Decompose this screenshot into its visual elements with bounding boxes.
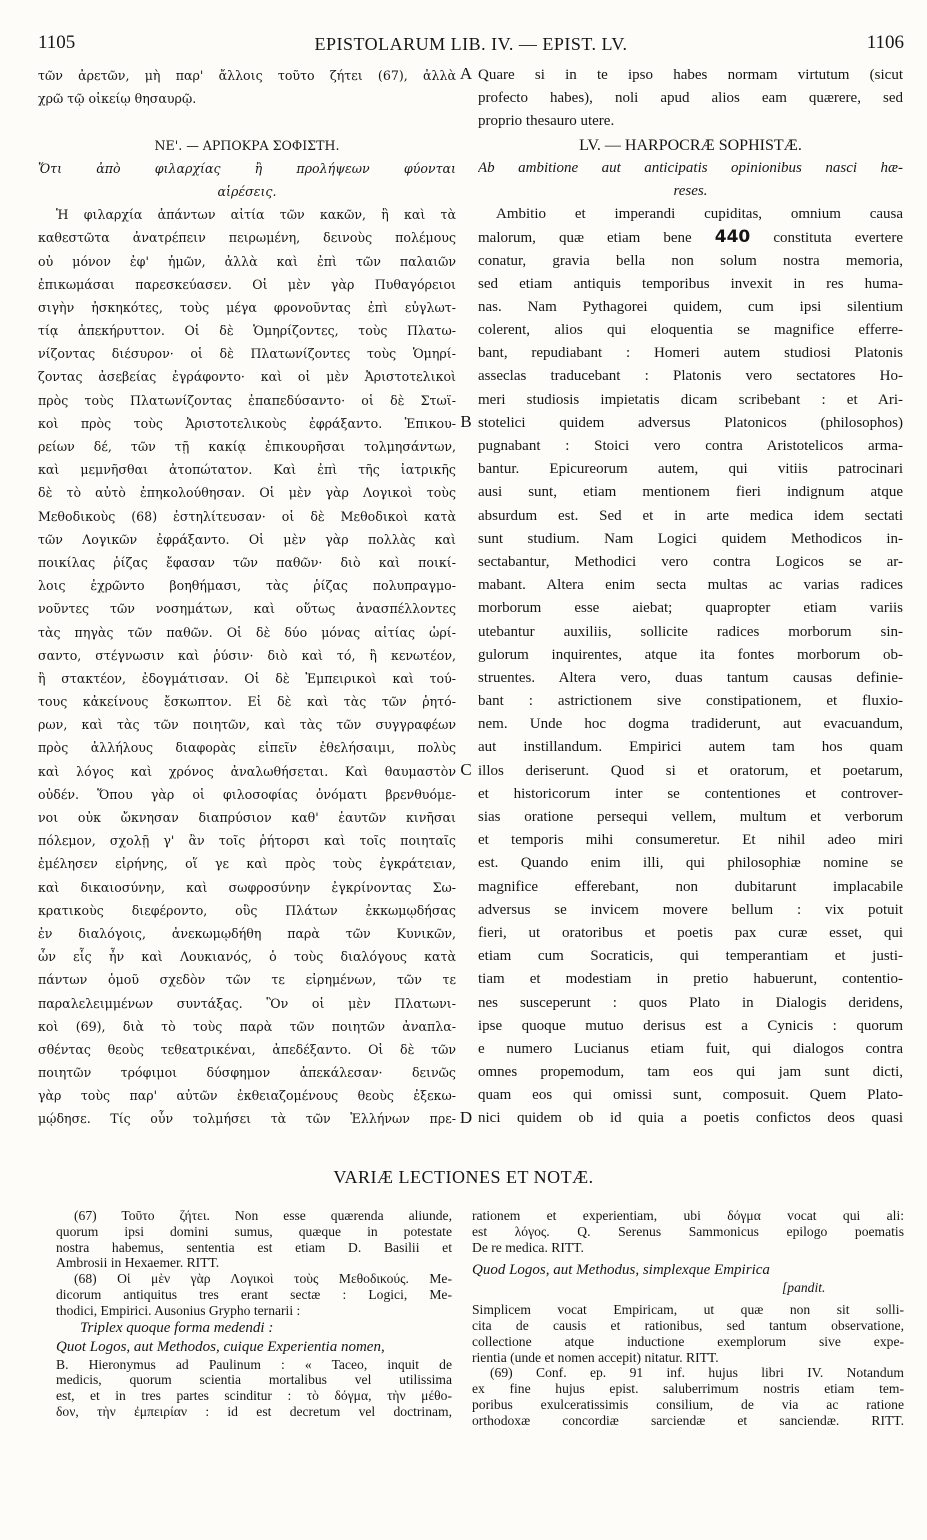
latin-line: ausi sunt, etiam mentionem fieri indignum atque (478, 484, 903, 501)
note-line: B. Hieronymus ad Paulinum : « Taceo, inquit de (56, 1356, 452, 1372)
note-line: Ambrosii in Hexaemer. RITT. (56, 1255, 220, 1271)
note-line: (69) Conf. ep. 91 inf. hujus libri IV. Notandum (490, 1365, 904, 1381)
latin-line: bantur. Epicureorum autem, qui vitiis patrocinari (478, 461, 903, 478)
greek-letter-subtitle: αἱρέσεις. (217, 183, 277, 199)
greek-line: Ἡ φιλαρχία ἁπάντων αἰτία τῶν κακῶν, ἣ καὶ τὰ (56, 207, 456, 223)
note-line: (68) Οἱ μὲν γὰρ Λογικοὶ τοὺς Μεθοδικούς. Me- (74, 1271, 452, 1287)
greek-line: νοι οὐκ ὤκνησαν διαπρύσιον καθ' ἑαυτῶν κινῆσαι (38, 810, 456, 825)
latin-line: adversus se invicem movere bellum : vix potuit (478, 901, 903, 918)
note-line: est, et in tres partes scinditur : τὸ δόγμα, τὴν μέθο- (56, 1388, 452, 1404)
margin-marker-b: B (460, 412, 472, 431)
greek-line: καὶ λόγος καὶ χρόνος ἀναλωθήσεται. Καὶ θαυμαστὸν (38, 763, 456, 779)
note-line: rationem et experientiam, ubi δόγμα vocat qui ali: (472, 1208, 904, 1223)
latin-line: sias oratione persequi vellem, multum et verborum (478, 809, 903, 825)
greek-line: τὰς πηγὰς τῶν παθῶν. Οἱ δὲ δύο μόνας αἰτίας ὡρί- (38, 624, 456, 640)
greek-line: τῶν ἀρετῶν, μὴ παρ' ἄλλοις τοῦτο ζήτει (67), ἀλλὰ (38, 68, 456, 83)
latin-line: Quare si in te ipso habes normam virtutum (sicut (478, 67, 903, 83)
greek-letter-title: ΝΕ'. — ΑΡΠΟΚΡΑ ΣΟΦΙΣΤΗ. (154, 137, 340, 153)
note-line: medicis, quorum scientia mortalibus vel utilissima (56, 1372, 452, 1388)
greek-line: ἢ στακτέον, ἐδογμάτισαν. Οἱ δὲ Ἐμπειρικοὶ καὶ τού- (38, 670, 456, 686)
greek-line: νοῦντες τῶν νοσημάτων, καὶ οὕτως ἀνασπέλλοντες (38, 601, 456, 617)
greek-line: πόλεμον, σχολῇ γ' ἂν τοῖς ῥήτορσι καὶ τοῖς ποιηταῖς (38, 833, 456, 849)
latin-line: e numero Lucianus etiam fuit, qui dialogos contra (478, 1040, 903, 1057)
running-title: EPISTOLARUM LIB. IV. — EPIST. LV. (314, 34, 628, 54)
greek-line: ποικίλας ῥίζας ἔφασαν τῶν παθῶν· διὸ καὶ ποικί- (38, 554, 456, 570)
latin-line: conatur, gravia bella non solum nostra memoria, (478, 252, 903, 269)
latin-line: sunt studium. Nam Logici quidem Methodicos in- (478, 530, 903, 547)
margin-marker-c: C (460, 760, 472, 779)
latin-line: utebantur auxiliis, sollicite radices morborum sin- (478, 623, 903, 640)
greek-line: σαντο, στέγνωσιν καὶ ῥύσιν· διὸ καὶ τό, ἢ κενωτέον, (38, 647, 456, 663)
latin-line: pugnabant : Stoici vero contra Aristotelicos arma- (478, 438, 903, 454)
greek-line: οὐ μόνον ἐφ' ἡμῶν, ἀλλὰ καὶ ἐπὶ τῶν παλαιῶν (38, 253, 456, 269)
marginal-number: 440 (714, 227, 751, 248)
latin-line: gulorum inquirentes, atque ita fontes morborum ob- (478, 646, 903, 663)
page-number-left: 1105 (38, 32, 76, 53)
greek-line: τῶν Λογικῶν ἐφράξαντο. Οἱ μὲν γὰρ πολλὰς καὶ (38, 531, 456, 547)
greek-line: ρων, καὶ τὰς τῶν ποιητῶν, καὶ τὰς τῶν συγγραφέων (38, 717, 456, 733)
latin-line: stotelici quidem adversus Platonicos (philosophos) (478, 414, 903, 431)
latin-line: sed etiam antiquis temporibus invexit in res huma- (478, 275, 903, 292)
latin-line: mabant. Altera enim secta multas ac varias radices (478, 577, 903, 594)
greek-line: δὲ τὸ αὐτὸ ἐπηκολούθησαν. Οἱ μὲν γὰρ Λογικοὶ τοὺς (38, 485, 456, 501)
greek-line: γὰρ τοὺς παρ' αὐτῶν ἐκθειαζομένους θεοὺς ἐξεκω- (38, 1088, 456, 1104)
latin-line: ipse quoque mutuo derisus est a Cynicis : quorum (478, 1017, 903, 1034)
greek-line: παραλελειμμένων συντάξας. Ὃν οἱ μὲν Πλατωνι- (38, 995, 456, 1011)
latin-line: nes susceperunt : quos Plato in Dialogis deridens, (478, 994, 903, 1011)
margin-marker-d: D (459, 1108, 473, 1127)
latin-line: et temporis mihi consumeretur. Et nihil adeo miri (478, 832, 903, 849)
greek-column (38, 64, 456, 1131)
greek-line: Μεθοδικοὺς (68) ἐστηλίτευσαν· οἱ δὲ Μεθοδικοὶ κατὰ (38, 508, 456, 524)
latin-line: fieri, ut oratoribus et poetis pax curæ esset, qui (478, 924, 903, 941)
note-quote-line: [pandit. (782, 1280, 826, 1296)
latin-line: sectabantur, Methodici vero contra Logicos se ar- (478, 553, 903, 570)
greek-line: πρὸς ἀλλήλους διαφορὰς εἰπεῖν ἐθελήσαιμι, πολὺς (38, 740, 456, 756)
note-line: poribus exulceratissimis consilium, de via ac ratione (472, 1396, 904, 1412)
latin-letter-subtitle: Ab ambitione aut anticipatis opinionibus nasci hæ- (478, 159, 903, 176)
latin-line: bant, repudiabant : Homeri autem studiosi Platonis (478, 345, 903, 362)
note-line: cita de causis et rationibus, sed tantum observatione, (472, 1317, 904, 1333)
latin-letter-subtitle: reses. (673, 182, 708, 199)
greek-letter-subtitle: Ὅτι ἀπὸ φιλαρχίας ἢ προλήψεων φύονται (38, 160, 456, 176)
note-line: quorum ipsi domini sumus, quæque in potestate (56, 1223, 452, 1239)
latin-line: quam eos qui omissi sunt, composuit. Quem Plato- (478, 1087, 903, 1104)
greek-line: σιγὴν ἠσκηκότες, τοὺς μέγα φρονοῦντας ἐπὶ εὐγλωτ- (38, 299, 456, 315)
note-line: dicorum antiquitus tres erant sectæ : Logici, Me- (56, 1286, 452, 1302)
note-line: (67) Τοῦτο ζήτει. Non esse quærenda aliunde, (74, 1208, 452, 1223)
latin-line: nem. Unde hoc dogma tradiderunt, aut evacuandum, (478, 716, 903, 733)
greek-line: ἐμέλησεν εἰρήνης, οἵ γε καὶ πρὸς τοὺς ἐγκράτειαν, (38, 856, 456, 872)
latin-line: illos deriserunt. Quod si et oratorum, et poetarum, (478, 762, 903, 779)
latin-line: struentes. Altera vero, duas tantum causas definie- (478, 669, 903, 686)
latin-line: proprio thesauro utere. (478, 113, 615, 130)
latin-letter-title: LV. — HARPOCRÆ SOPHISTÆ. (579, 136, 802, 154)
latin-line: est. Quando enim illi, qui philosophiæ nomine se (478, 855, 903, 872)
latin-line: omnes propemodum, tam eos qui jam sunt dicti, (478, 1064, 903, 1081)
latin-line: nici quidem ob id quia a poetis confictos deos quasi (478, 1110, 903, 1127)
notes-heading: VARIÆ LECTIONES ET NOTÆ. (333, 1167, 594, 1187)
greek-line: καθεστῶτα ἀνατρέπειν πειρωμένη, δεινοὺς πολέμους (38, 230, 456, 246)
greek-line: ἐπικωμάσαι παρεσκεύασεν. Οἱ μὲν γὰρ Πυθαγόρειοι (38, 276, 456, 292)
latin-line: tiam et modestiam in pretio habuerunt, contentio- (478, 971, 903, 988)
note-line: ex fine hujus epist. saluberrimum nostris etiam tem- (472, 1381, 904, 1397)
latin-line: Ambitio et imperandi cupiditas, omnium causa (496, 206, 903, 223)
note-line: De re medica. RITT. (472, 1239, 584, 1255)
latin-line: aut instillandum. Empirici autem tam hos quam (478, 739, 903, 756)
latin-line: bant : astrictionem sive constipationem, et fluxio- (478, 693, 903, 710)
greek-blank-line (38, 110, 456, 133)
greek-line: τίᾳ ἀπεκήρυττον. Οἱ δὲ Ὁμηρίζοντες, τοὺς Πλατω- (38, 323, 456, 339)
latin-line: morborum esse aiebat; quapropter etiam variis (478, 600, 903, 617)
latin-line-with-marginal-number: malorum, quæ etiam bene 440 constituta evertere (478, 227, 903, 248)
latin-line: meri studiosis impietatis dicam scribebant : et Ari- (478, 391, 903, 408)
note-line: rientia (unde et nomen accepit) nitatur. RITT. (472, 1349, 719, 1365)
greek-line: τους κἀκείνους ἔσκωπτον. Εἰ δὲ καὶ τὰς τῶν ῥητό- (38, 694, 456, 710)
latin-line: etiam cum Socraticis, qui temperantiam et justi- (478, 948, 903, 965)
note-line: Simplicem vocat Empiricam, ut quæ non sit solli- (472, 1302, 904, 1318)
note-line: thodici, Empirici. Ausonius Grypho ternarii : (56, 1302, 301, 1318)
latin-line: asseclas traducebant : Platonis vero sectatores Ho- (478, 368, 903, 385)
notes-right-column (472, 1208, 904, 1429)
note-quote-line: Quod Logos, aut Methodus, simplexque Empirica (472, 1262, 770, 1279)
latin-column (478, 64, 903, 1131)
latin-line: colerent, alios qui eloquentia se magnifice efferre- (478, 322, 903, 339)
note-quote-line: Triplex quoque forma medendi : (80, 1319, 274, 1336)
note-line: δον, τὴν ἐμπειρίαν : id est decretum vel doctrinam, (56, 1403, 452, 1419)
note-line: nostra habemus, sententia est etiam D. Basilii et (56, 1239, 452, 1255)
margin-marker-a: A (459, 64, 473, 83)
note-quote-line: Quot Logos, aut Methodos, cuique Experientia nomen, (56, 1338, 385, 1355)
greek-line: κοὶ πρὸς τοὺς Ἀριστοτελικοὺς ἐφράξαντο. Ἐπικου- (38, 415, 456, 431)
greek-line: καὶ μεμνῆσθαι ἀτοπώτατον. Καὶ ἐπὶ τῆς ἰατρικῆς (38, 462, 456, 478)
greek-line: μῴδησε. Τίς οὖν τολμήσει τὰ τῶν Ἑλλήνων πρε- (38, 1111, 456, 1127)
note-line: est λόγος. Q. Serenus Sammonicus epilogo poematis (472, 1223, 904, 1239)
latin-line: absurdum est. Sed et in arte medica idem sectati (478, 507, 903, 524)
latin-line: nas. Nam Pythagorei quidem, cum ipsi silentium (478, 298, 903, 315)
greek-line: κοὶ (69), διὰ τὸ τοὺς παρὰ τῶν ποιητῶν ἀναπλα- (38, 1018, 456, 1034)
greek-line: λοις ἐχρῶντο βοηθήμασι, τὰς ῥίζας πολυπραγμο- (38, 578, 456, 594)
greek-line: νίζοντας διέσυρον· οἱ δὲ Πλατωνίζοντες τοὺς Ὁμηρί- (38, 346, 456, 362)
greek-line: πάντων ὁμοῦ σχεδὸν τῶν τε εἰρημένων, τῶν τε (38, 972, 456, 988)
greek-line: πρὸς τοὺς Πλατωνίζοντας ἐπαπεδύσαντο· οἱ δὲ Στωϊ- (38, 392, 456, 408)
latin-line: et historicorum inter se contentiones et controver- (478, 785, 903, 802)
greek-line: κρατικοὺς διεφέροντο, οὓς Πλάτων ἐκκωμῳδήσας (38, 902, 456, 918)
greek-line: καὶ δικαιοσύνην, καὶ σωφροσύνην ἐγκρίνοντας Σω- (38, 879, 456, 895)
greek-line: οὐδέν. Ὅπου γὰρ οἱ φιλοσοφίας ὀνόματι βρενθυόμε- (38, 786, 456, 802)
latin-line: magnifice efferebant, non dubitarunt implacabile (478, 878, 903, 895)
greek-line: ἐν διαλόγοις, ἀνεκωμῳδήθη παρὰ τῶν Κυνικῶν, (38, 925, 456, 941)
note-line: collectione atque inductione exemplorum sive expe- (472, 1333, 904, 1349)
note-line: orthodoxæ concordiæ sarciendæ et sanciendæ. RITT. (472, 1412, 904, 1428)
greek-line: ποιητῶν τρόφιμοι δύσφημον ἀπεκάλεσαν· δεινῶς (38, 1065, 456, 1081)
latin-line: profecto habes), noli apud alios eam quærere, sed (478, 90, 903, 107)
greek-line: ρείων δέ, τῶν τῇ κακίᾳ ἐπικουρῆσαι τολμησάντων, (38, 439, 456, 454)
greek-line: σθέντας θεοὺς τεθεατρικέναι, ἀπεδέξαντο. Οἱ δὲ τῶν (38, 1041, 456, 1057)
greek-line: χρῶ τῷ οἰκείῳ θησαυρῷ. (38, 91, 197, 107)
greek-line: ζοντας ἀσεβείας ἐγράφοντο· καὶ οἱ μὲν Ἀριστοτελικοὶ (38, 369, 456, 385)
running-header (38, 32, 904, 58)
greek-line: ὧν εἷς ἦν καὶ Λουκιανός, ὁ τοὺς διαλόγους κατὰ (38, 949, 456, 965)
page-number-right: 1106 (866, 32, 904, 53)
notes-left-column (56, 1208, 452, 1420)
